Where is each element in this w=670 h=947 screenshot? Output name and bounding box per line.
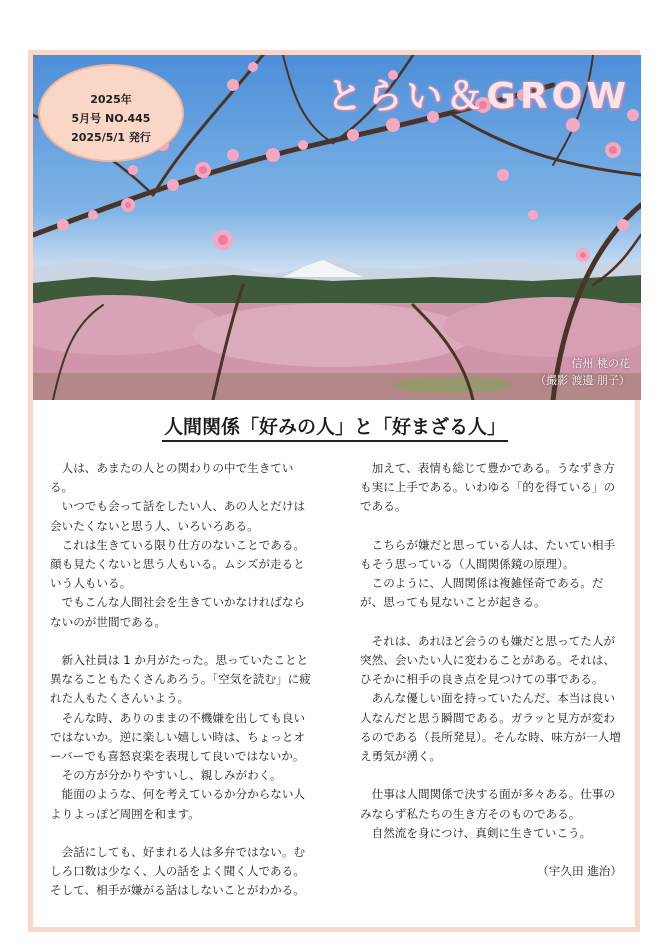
article-paragraph: 自然流を身につけ、真剣に生きていこう。 <box>371 825 592 840</box>
article-paragraph: あんな優しい面を持っていたんだ、本当は良い人なんだと思う瞬間である。ガラッと見方が変わるのである（長所発見）。そんな時、味方が一人増え勇気が湧く。 <box>360 691 621 764</box>
article-paragraph: それは、あれほど会うのも嫌だと思ってた人が突然、会いたい人に変わることがある。それは、ひそかに相手の良き点を見つけての事である。 <box>360 633 616 687</box>
article-paragraph: そんな時、ありのままの不機嫌を出しても良いではないか。逆に楽しい嬉しい時は、ちょっとオーバーでも喜怒哀楽を表現して良いではないか。 <box>50 710 306 764</box>
paragraph-gap <box>360 613 622 632</box>
article-left-column <box>50 459 312 901</box>
article-headline: 人間関係「好みの人」と「好まざる人」 <box>162 416 508 442</box>
article-paragraph: 能面のような、何を考えているか分からない人よりよっぽど周囲を和ます。 <box>50 787 306 821</box>
paragraph-gap <box>50 632 312 651</box>
article-paragraph: こちらが嫌だと思っている人は、たいてい相手もそう思っている（人間関係鏡の原理）。 <box>360 537 616 571</box>
article-paragraph: 仕事は人間関係で決する面が多々ある。仕事のみならず私たちの生き方そのものである。 <box>360 787 616 821</box>
article-paragraph: いつでも会って話をしたい人、あの人とだけは会いたくないと思う人、いろいろある。 <box>50 499 306 533</box>
paragraph-gap <box>360 766 622 785</box>
issue-year: 2025年 <box>90 93 132 106</box>
article-paragraph: 新入社員は 1 か月がたった。思っていたことと異なることもたくさんあろう。「空気を読む」に疲れた人もたくさんいよう。 <box>50 653 311 706</box>
article-paragraph: このように、人間関係は複雑怪奇である。だが、思っても見ないことが起きる。 <box>360 576 604 610</box>
author-signature: （宇久田 進治） <box>537 864 622 879</box>
photo-caption-credit: （撮影 渡邊 朋子） <box>535 374 630 387</box>
article-paragraph: 加えて、表情も総じて豊かである。うなずき方も実に上手である。いわゆる「的を得ている」のである。 <box>360 461 616 514</box>
issue-number: 5月号 NO.445 <box>71 112 151 125</box>
paragraph-gap <box>50 824 312 843</box>
article-paragraph: これは生きている限り仕方のないことである。顔も見たくないと思う人もいる。ムシズが走るという人もいる。 <box>50 537 306 591</box>
photo-caption <box>535 355 630 389</box>
paragraph-gap <box>360 517 622 536</box>
article-paragraph: 会話にしても、好まれる人は多弁ではない。むしろ口数は少なく、人の話をよく聞く人である。そして、相手が嫌がる話はしないことがわかる。 <box>50 845 306 898</box>
issue-date: 2025/5/1 発行 <box>71 131 151 144</box>
article-paragraph: でもこんな人間社会を生きていかなければならないのが世間である。 <box>50 595 306 629</box>
article-right-column <box>360 459 622 881</box>
paragraph-gap <box>360 843 622 862</box>
issue-badge <box>38 64 184 162</box>
newsletter-title: とらい＆GROW <box>326 76 630 117</box>
article-paragraph: その方が分かりやすいし、親しみがわく。 <box>61 768 282 783</box>
article-paragraph: 人は、あまたの人との関わりの中で生きている。 <box>50 461 294 495</box>
article-headline-wrap <box>0 412 670 439</box>
photo-caption-title: 信州 桃の花 <box>571 357 630 370</box>
